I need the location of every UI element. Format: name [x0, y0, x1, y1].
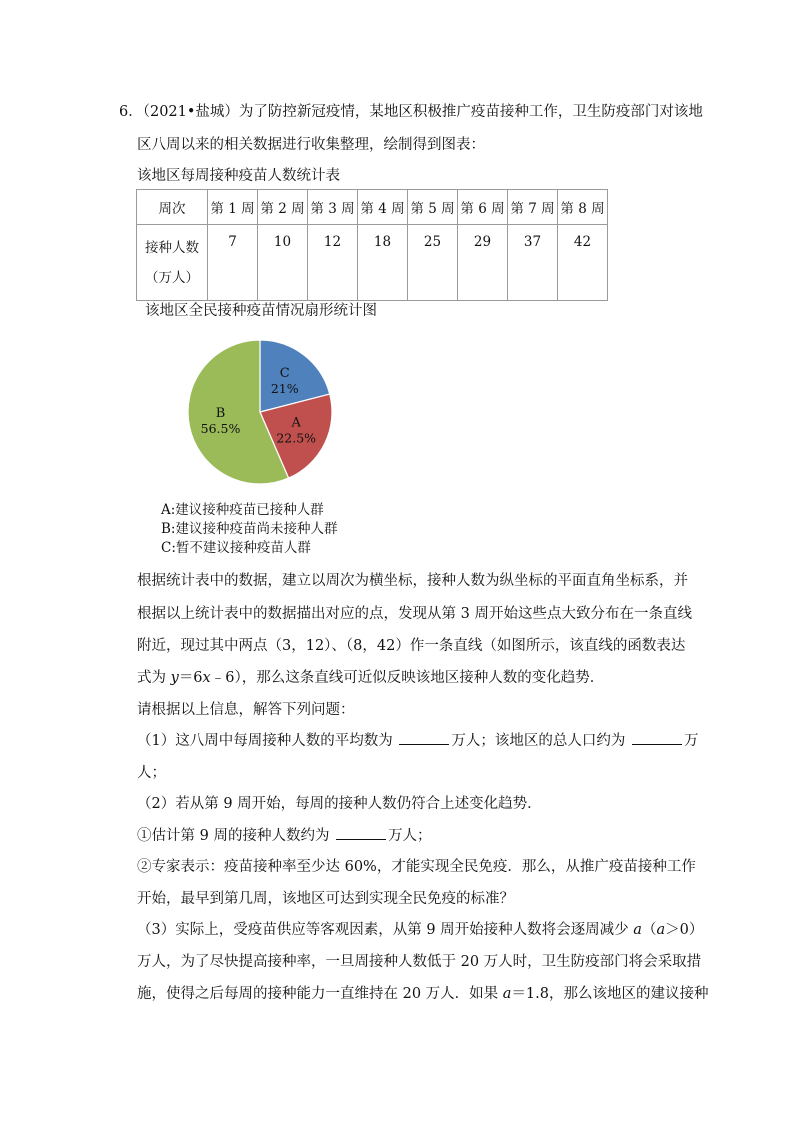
value-cell: 29 — [458, 225, 508, 301]
question-2-1 — [137, 824, 432, 845]
question-2-2-cont: 开始，最早到第几周，该地区可达到实现全民免疫的标准？ — [137, 891, 514, 907]
text: 式为 — [137, 670, 171, 686]
value-cell: 10 — [258, 225, 308, 301]
legend-item-b: B:建议接种疫苗尚未接种人群 — [161, 521, 338, 537]
week-header: 第 8 周 — [558, 190, 608, 225]
var-a: a — [502, 986, 512, 1002]
text: 万人；该地区的总人口约为 — [451, 733, 630, 749]
pie-slice-percent: 22.5% — [276, 430, 317, 446]
body-line-3: 附近，现过其中两点（3，12）、（8，42）作一条直线（如图所示，该直线的函数表达 — [137, 638, 686, 654]
text: ①估计第 9 周的接种人数约为 — [137, 828, 335, 844]
text: ＝1.8，那么该地区的建议接种 — [511, 986, 709, 1002]
pie-chart-svg — [186, 338, 334, 486]
question-1-cont: 人； — [137, 765, 166, 781]
week-header: 第 2 周 — [258, 190, 308, 225]
text: （1）这八周中每周接种人数的平均数为 — [137, 733, 398, 749]
value-cell: 12 — [308, 225, 358, 301]
table-row-label — [137, 225, 208, 301]
legend-item-a: A:建议接种疫苗已接种人群 — [161, 502, 324, 518]
text: （3）实际上，受疫苗供应等客观因素，从第 9 周开始接种人数将会逐周减少 — [137, 922, 634, 938]
text: 万 — [683, 733, 699, 749]
value-cell: 7 — [208, 225, 258, 301]
week-header: 第 1 周 — [208, 190, 258, 225]
value-cell: 42 — [558, 225, 608, 301]
pie-chart — [186, 338, 334, 486]
week-header: 第 3 周 — [308, 190, 358, 225]
question-3 — [137, 918, 703, 939]
pie-slice-letter: B — [215, 406, 226, 422]
legend-item-c: C:暂不建议接种疫苗人群 — [161, 540, 311, 556]
vaccination-table — [136, 189, 608, 301]
week-header: 第 7 周 — [508, 190, 558, 225]
var-x: x — [202, 670, 211, 686]
body-line-1: 根据统计表中的数据，建立以周次为横坐标，接种人数为纵坐标的平面直角坐标系，并 — [137, 573, 688, 589]
pie-title: 该地区全民接种疫苗情况扇形统计图 — [145, 303, 377, 319]
question-3-line-3 — [137, 982, 709, 1003]
text: （ — [641, 922, 657, 938]
pie-slice-letter: A — [291, 415, 301, 431]
table-header-label: 周次 — [137, 190, 208, 225]
var-a: a — [633, 922, 642, 938]
question-2: （2）若从第 9 周开始，每周的接种人数仍符合上述变化趋势． — [137, 796, 542, 812]
var-y: y — [170, 670, 179, 686]
question-2-2: ②专家表示：疫苗接种率至少达 60%，才能实现全民免疫．那么，从推广疫苗接种工作 — [137, 859, 696, 875]
question-3-line-2: 万人，为了尽快提高接种率，一旦周接种人数低于 20 万人时，卫生防疫部门将会采取措 — [137, 954, 702, 970]
text: 万人； — [388, 828, 432, 844]
value-cell: 25 — [408, 225, 458, 301]
text: ＞0） — [665, 922, 704, 938]
week-header: 第 5 周 — [408, 190, 458, 225]
body-line-4 — [137, 666, 604, 687]
table-value-row — [137, 225, 608, 301]
pie-slice-percent: 21% — [270, 381, 299, 397]
pie-slice-letter: C — [279, 366, 290, 382]
row-label-line-1: 接种人数 — [145, 239, 199, 256]
text: ﹣6），那么这条直线可近似反映该地区接种人数的变化趋势． — [210, 670, 605, 686]
text: 施，使得之后每周的接种能力一直维持在 20 万人．如果 — [137, 986, 503, 1002]
answer-blank[interactable] — [399, 730, 449, 745]
problem-line-2: 区八周以来的相关数据进行收集整理，绘制得到图表： — [137, 137, 485, 153]
week-header: 第 4 周 — [358, 190, 408, 225]
problem-line-1: 6．（2021•盐城）为了防控新冠疫情，某地区积极推广疫苗接种工作，卫生防疫部门对该地 — [119, 104, 703, 120]
week-header: 第 6 周 — [458, 190, 508, 225]
answer-blank[interactable] — [336, 825, 386, 840]
question-1 — [137, 729, 698, 750]
body-line-2: 根据以上统计表中的数据描出对应的点，发现从第 3 周开始这些点大致分布在一条直线 — [137, 606, 692, 622]
answer-blank[interactable] — [632, 730, 682, 745]
value-cell: 37 — [508, 225, 558, 301]
pie-slice-percent: 56.5% — [200, 421, 241, 437]
row-label-line-2: （万人） — [145, 269, 199, 286]
text: ＝6 — [178, 670, 203, 686]
table-header-row — [137, 190, 608, 225]
var-a: a — [656, 922, 666, 938]
table-title: 该地区每周接种疫苗人数统计表 — [137, 168, 340, 184]
body-line-5: 请根据以上信息，解答下列问题： — [137, 702, 355, 718]
value-cell: 18 — [358, 225, 408, 301]
